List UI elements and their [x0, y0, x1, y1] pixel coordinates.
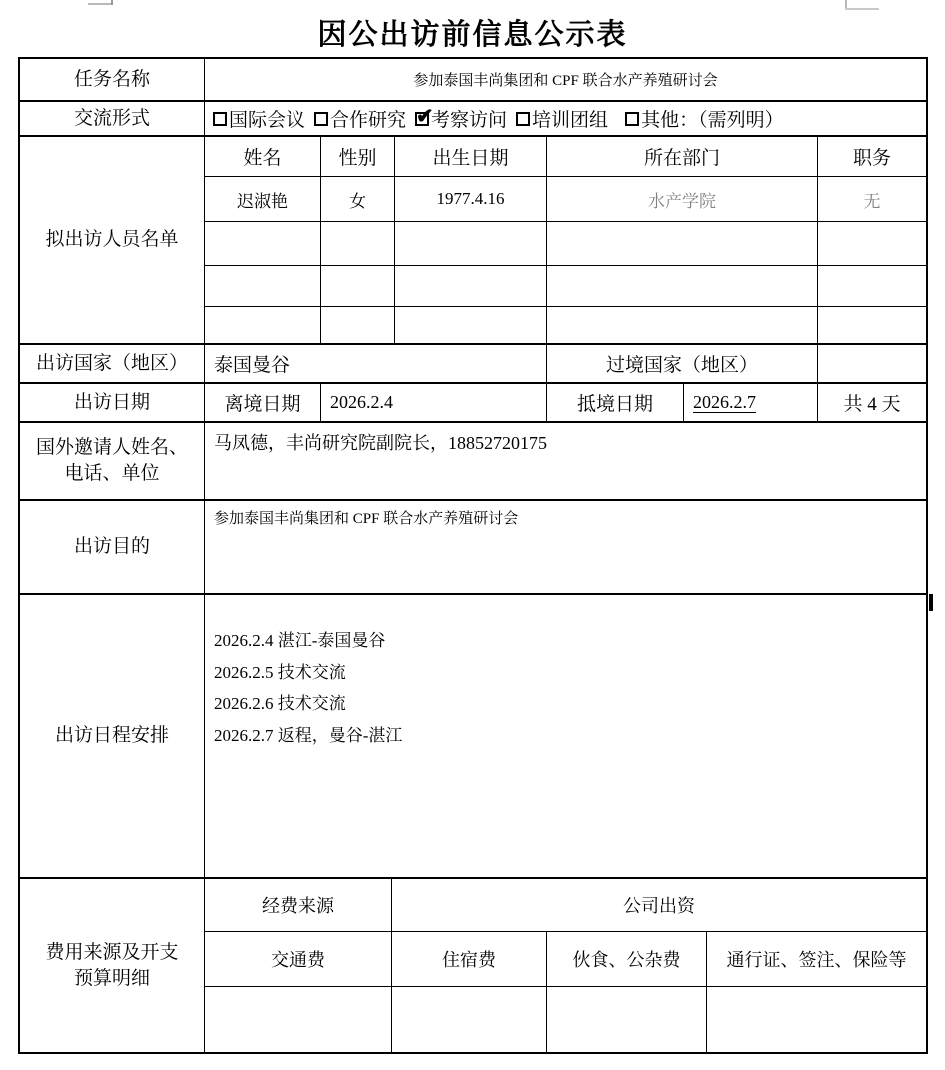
funding-source-label: 经费来源: [262, 896, 334, 916]
cost-header-transport: 交通费: [271, 950, 325, 970]
trip-duration: 共 4 天: [817, 384, 926, 421]
dates-label: 出访日期: [20, 384, 205, 421]
page-edge-fragment-left: [88, 3, 113, 5]
itinerary-line: 2026.2.4 湛江-泰国曼谷: [214, 631, 386, 650]
checkbox-label: 其他：（需列明）: [641, 110, 784, 131]
person-gender-cell[interactable]: [320, 266, 394, 306]
row-itinerary: [20, 593, 926, 877]
checkbox-icon[interactable]: [415, 112, 429, 126]
section-personnel: [20, 135, 926, 343]
itinerary-label: 出访日程安排: [20, 595, 205, 877]
personnel-row-4: [205, 306, 926, 343]
cost-header-lodging: 住宿费: [391, 932, 546, 986]
cost-value-lodging[interactable]: [391, 987, 546, 1052]
person-position-cell[interactable]: [817, 266, 926, 306]
purpose-label: 出访目的: [20, 501, 205, 593]
page-edge-fragment-right-bottom: [845, 8, 879, 10]
transit-country-label: 过境国家（地区）: [546, 345, 817, 382]
departure-date-label: 离境日期: [224, 394, 301, 415]
checkbox-option-training-group[interactable]: [516, 105, 608, 132]
arrival-date-label: 抵境日期: [546, 384, 683, 421]
person-name-cell[interactable]: [205, 222, 320, 265]
form-table: [18, 57, 928, 1054]
person-position-cell[interactable]: [817, 307, 926, 343]
cost-value-meals[interactable]: [546, 987, 706, 1052]
row-destination: [20, 343, 926, 382]
personnel-header-row: [205, 137, 926, 176]
checkbox-option-inspection-visit[interactable]: [415, 105, 507, 132]
funding-source-value[interactable]: 公司出资: [391, 879, 926, 931]
personnel-row-1: [205, 176, 926, 221]
inviter-label: [20, 423, 205, 499]
person-name-cell[interactable]: 迟淑艳: [237, 191, 288, 211]
col-header-department: 所在部门: [546, 137, 817, 176]
person-birthdate-cell[interactable]: [394, 222, 546, 265]
departure-date-field[interactable]: 2026.2.4: [320, 384, 546, 421]
itinerary-line: 2026.2.7 返程，曼谷-湛江: [214, 725, 403, 745]
transit-country-value-field[interactable]: [817, 345, 926, 382]
person-department-cell[interactable]: 水产学院: [546, 177, 817, 221]
person-gender-cell[interactable]: [320, 222, 394, 265]
task-value-field[interactable]: 参加泰国丰尚集团和 CPF 联合水产养殖研讨会: [413, 73, 718, 89]
destination-label: 出访国家（地区）: [20, 345, 205, 382]
text-cursor: [929, 594, 933, 611]
personnel-label: 拟出访人员名单: [20, 137, 205, 343]
checkbox-option-cooperative-research[interactable]: [314, 105, 406, 132]
person-department-cell[interactable]: [546, 266, 817, 306]
row-task: [20, 59, 926, 100]
page-edge-fragment-left-tick: [111, 0, 113, 5]
checkbox-label: 考察访问: [431, 110, 508, 131]
row-purpose: [20, 499, 926, 593]
itinerary-value-field[interactable]: [205, 595, 926, 877]
checkbox-option-other[interactable]: [625, 105, 784, 132]
checkbox-option-international-conference[interactable]: [213, 105, 305, 132]
inviter-label-line1: 国外邀请人姓名、: [35, 437, 188, 458]
itinerary-lines: [205, 595, 926, 751]
checkbox-icon[interactable]: [516, 112, 530, 126]
inviter-value-field[interactable]: 马凤德，丰尚研究院副院长，18852720175: [214, 433, 547, 453]
person-birthdate-cell[interactable]: 1977.4.16: [394, 177, 546, 221]
col-header-birthdate: 出生日期: [394, 137, 546, 176]
person-birthdate-cell[interactable]: [394, 307, 546, 343]
budget-label: [20, 879, 205, 1052]
person-department-cell[interactable]: [546, 307, 817, 343]
budget-label-line1: 费用来源及开支: [45, 941, 179, 963]
task-label: 任务名称: [20, 59, 205, 100]
checkbox-icon[interactable]: [625, 112, 639, 126]
row-inviter: [20, 421, 926, 499]
cost-value-transport[interactable]: [205, 987, 391, 1052]
person-gender-cell[interactable]: 女: [320, 177, 394, 221]
checkbox-icon[interactable]: [314, 112, 328, 126]
person-birthdate-cell[interactable]: [394, 266, 546, 306]
cost-value-permits[interactable]: [706, 987, 926, 1052]
row-dates: [20, 382, 926, 421]
budget-source-row: [205, 879, 926, 931]
cost-header-permits: 通行证、签注、保险等: [706, 932, 926, 986]
page-title: 因公出访前信息公示表: [317, 19, 628, 51]
person-position-cell[interactable]: 无: [817, 177, 926, 221]
inviter-label-line2: 电话、单位: [64, 463, 160, 484]
personnel-row-2: [205, 221, 926, 265]
col-header-name: 姓名: [243, 148, 282, 169]
person-name-cell[interactable]: [205, 307, 320, 343]
col-header-gender: 性别: [320, 137, 394, 176]
person-position-cell[interactable]: [817, 222, 926, 265]
arrival-date-field[interactable]: 2026.2.7: [683, 384, 817, 421]
person-gender-cell[interactable]: [320, 307, 394, 343]
checkbox-icon[interactable]: [213, 112, 227, 126]
row-exchange-type: [20, 100, 926, 135]
destination-value-field[interactable]: 泰国曼谷: [214, 355, 291, 376]
exchange-options: [205, 102, 926, 135]
budget-label-line2: 预算明细: [73, 967, 150, 989]
cost-header-meals: 伙食、公杂费: [546, 932, 706, 986]
purpose-value-field[interactable]: 参加泰国丰尚集团和 CPF 联合水产养殖研讨会: [214, 511, 519, 527]
budget-values-row: [205, 986, 926, 1052]
checkbox-label: 培训团组: [532, 110, 609, 131]
itinerary-line: 2026.2.5 技术交流: [214, 662, 346, 682]
checkbox-label: 合作研究: [330, 110, 407, 131]
budget-header-row: [205, 931, 926, 986]
col-header-position: 职务: [817, 137, 926, 176]
section-budget: [20, 877, 926, 1052]
person-department-cell[interactable]: [546, 222, 817, 265]
exchange-type-label: 交流形式: [20, 102, 205, 135]
person-name-cell[interactable]: [205, 266, 320, 306]
itinerary-line: 2026.2.6 技术交流: [214, 694, 346, 713]
checkbox-label: 国际会议: [229, 110, 306, 131]
personnel-row-3: [205, 265, 926, 306]
